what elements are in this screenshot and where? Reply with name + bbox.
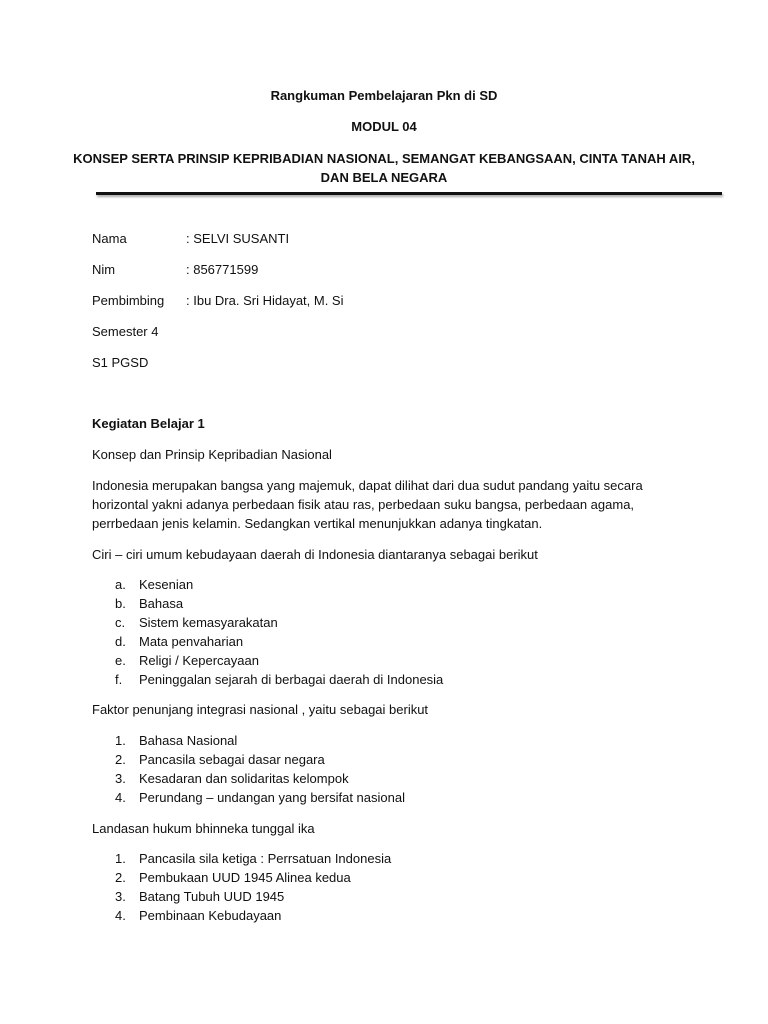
list-item: Mata penvaharian	[139, 634, 244, 649]
document-title: Rangkuman Pembelajaran Pkn di SD	[270, 88, 498, 103]
heading-divider	[96, 192, 722, 195]
list-item: Pembinaan Kebudayaan	[139, 908, 282, 923]
list-marker: 4.	[115, 790, 126, 805]
list-item: Batang Tubuh UUD 1945	[139, 889, 285, 904]
list-marker: 3.	[115, 771, 126, 786]
nim-value: : 856771599	[186, 262, 259, 277]
list-item: Kesadaran dan solidaritas kelompok	[139, 771, 349, 786]
list-marker: 3.	[115, 889, 126, 904]
list-marker: b.	[115, 596, 126, 611]
list-item: Bahasa	[139, 596, 184, 611]
semester-text: Semester 4	[92, 324, 159, 339]
intro-paragraph: Indonesia merupakan bangsa yang majemuk, dapat dilihat dari dua sudut pandang yaitu secara horizontal yakni adanya perbedaan fisik atau ras, perbedaan suku bangsa, perbedaan agama, perrbedaan jenis kelamin. Sedangkan vertikal menunjukkan adanya tingkatan.	[92, 478, 643, 531]
list-item: Religi / Kepercayaan	[139, 653, 259, 668]
ciri-intro: Ciri – ciri umum kebudayaan daerah di Indonesia diantaranya sebagai berikut	[92, 547, 538, 562]
topic-heading-line-1: KONSEP SERTA PRINSIP KEPRIBADIAN NASIONAL, SEMANGAT KEBANGSAAN, CINTA TANAH AIR,	[73, 151, 695, 166]
list-marker: 2.	[115, 752, 126, 767]
list-item: Pembukaan UUD 1945 Alinea kedua	[139, 870, 351, 885]
list-marker: e.	[115, 653, 126, 668]
list-item: Pancasila sebagai dasar negara	[139, 752, 325, 767]
program-text: S1 PGSD	[92, 355, 149, 370]
nama-value: : SELVI SUSANTI	[186, 231, 290, 246]
list-item: Pancasila sila ketiga : Perrsatuan Indonesia	[139, 851, 392, 866]
list-item: Sistem kemasyarakatan	[139, 615, 278, 630]
list-item: Peninggalan sejarah di berbagai daerah di Indonesia	[139, 672, 444, 687]
list-marker: 2.	[115, 870, 126, 885]
pembimbing-value: : Ibu Dra. Sri Hidayat, M. Si	[186, 293, 344, 308]
list-marker: f.	[115, 672, 123, 687]
list-item: Kesenian	[139, 577, 194, 592]
topic-heading-line-2: DAN BELA NEGARA	[320, 170, 448, 185]
list-marker: c.	[115, 615, 126, 630]
list-marker: 1.	[115, 733, 126, 748]
list-marker: a.	[115, 577, 126, 592]
section-subheading: Konsep dan Prinsip Kepribadian Nasional	[92, 447, 332, 462]
list-item: Bahasa Nasional	[139, 733, 238, 748]
nim-label: Nim	[92, 262, 116, 277]
list-marker: 1.	[115, 851, 126, 866]
list-marker: 4.	[115, 908, 126, 923]
faktor-intro: Faktor penunjang integrasi nasional , yaitu sebagai berikut	[92, 702, 429, 717]
nama-label: Nama	[92, 231, 127, 246]
kegiatan-heading: Kegiatan Belajar 1	[92, 416, 205, 431]
list-marker: d.	[115, 634, 126, 649]
list-item: Perundang – undangan yang bersifat nasional	[139, 790, 405, 805]
pembimbing-label: Pembimbing	[92, 293, 165, 308]
modul-heading: MODUL 04	[351, 119, 417, 134]
landasan-intro: Landasan hukum bhinneka tunggal ika	[92, 821, 315, 836]
